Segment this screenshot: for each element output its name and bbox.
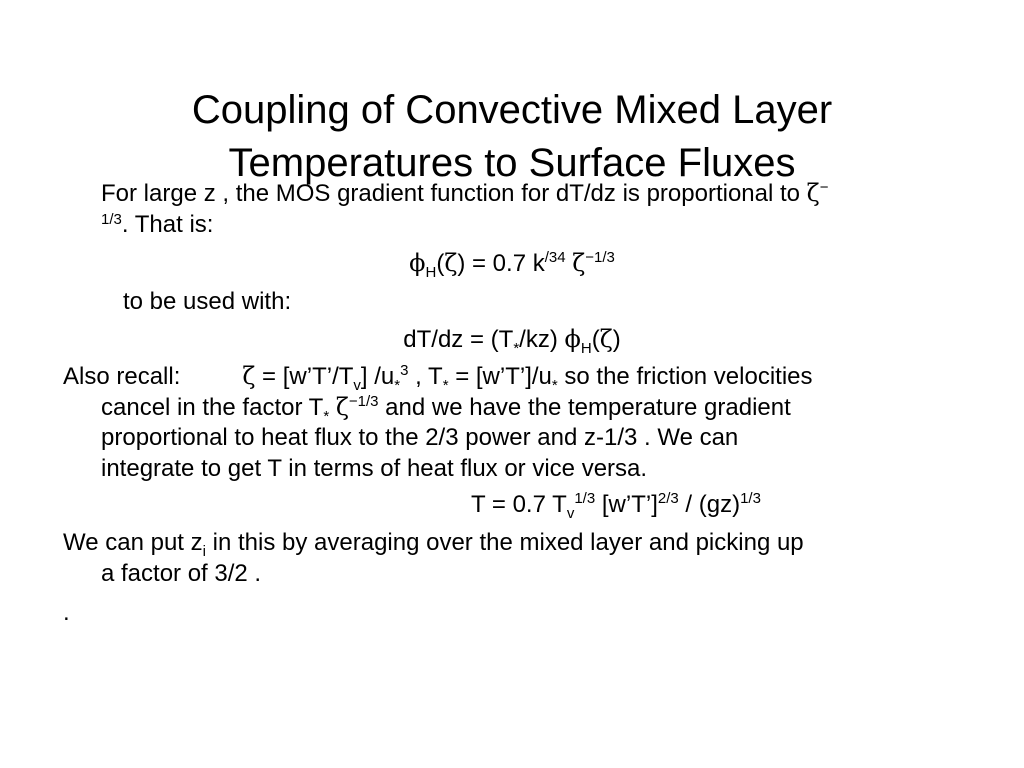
paragraph-text: in this by averaging over the mixed layer and picking up <box>205 529 804 556</box>
exponent-zeta: −1/3 <box>585 249 615 266</box>
equation-text: ( <box>591 326 600 353</box>
exponent-three: 3 <box>400 362 409 379</box>
equation-text: [w’T’] <box>595 491 658 518</box>
paragraph-text: We can put z <box>63 529 203 556</box>
zeta-symbol: ζ <box>599 325 613 353</box>
subscript-star: * <box>442 376 449 394</box>
paragraph-text: For large z , the MOS gradient function for dT/dz is proportional to <box>101 180 807 207</box>
zeta-symbol: ζ <box>444 249 458 277</box>
paragraph-text: . That is: <box>121 211 214 238</box>
exponent-one-third: 1/3 <box>101 211 122 228</box>
phi-symbol: ϕ <box>409 249 426 277</box>
zeta-symbol: ζ <box>806 179 820 207</box>
equation-dt-dz <box>0 324 1024 355</box>
paragraph-mixed-layer-line-2: a factor of 3/2 . <box>101 560 262 587</box>
subscript-star: * <box>551 376 558 394</box>
equation-text: dT/dz = (T <box>403 326 514 353</box>
paragraph-text: ] /u <box>360 363 395 390</box>
equation-phi-h <box>0 248 1024 279</box>
exponent-two-thirds: 2/3 <box>657 490 679 507</box>
subscript-h: H <box>425 263 437 281</box>
exponent-minus: − <box>819 179 829 196</box>
paragraph-text: so the friction velocities <box>557 363 813 390</box>
paragraph-text: = [w’T’]/u <box>448 363 552 390</box>
paragraph-trailing-dot: . <box>63 599 70 626</box>
subscript-v: v <box>353 376 361 394</box>
paragraph-also-recall-line-2 <box>101 392 791 423</box>
zeta-symbol: ζ <box>335 393 349 421</box>
equation-text: T = 0.7 T <box>471 491 567 518</box>
equation-text: ) <box>612 326 621 353</box>
equation-temperature <box>471 490 761 520</box>
equation-text: ) = 0.7 k <box>457 250 545 277</box>
exponent-one-third: 1/3 <box>740 490 761 507</box>
equation-text: ( <box>436 250 445 277</box>
paragraph-text: cancel in the factor T <box>101 394 324 421</box>
subscript-star: * <box>394 376 401 394</box>
subscript-h: H <box>580 339 592 357</box>
equation-text: /kz) <box>519 326 565 353</box>
zeta-symbol: ζ <box>572 249 586 277</box>
paragraph-to-be-used: to be used with: <box>123 288 292 315</box>
subscript-v: v <box>566 504 575 522</box>
slide-title-line-2: Temperatures to Surface Fluxes <box>228 141 796 185</box>
slide-title <box>0 84 1024 190</box>
exponent-k: /34 <box>544 249 566 266</box>
paragraph-also-recall-line-4: integrate to get T in terms of heat flux or vice versa. <box>101 455 648 482</box>
exponent-zeta: −1/3 <box>348 393 379 410</box>
equation-text: / (gz) <box>678 491 741 518</box>
paragraph-also-recall-line-3: proportional to heat flux to the 2/3 power and z-1/3 . We can <box>101 424 739 451</box>
paragraph-mixed-layer <box>63 528 804 558</box>
paragraph-text: , T <box>408 363 443 390</box>
paragraph-also-recall <box>63 361 813 392</box>
zeta-symbol: ζ <box>242 362 256 390</box>
paragraph-mos-gradient <box>101 178 828 209</box>
paragraph-mos-gradient-continued <box>101 210 213 243</box>
also-recall-label: Also recall: <box>63 363 181 390</box>
phi-symbol: ϕ <box>564 325 581 353</box>
slide-title-line-1: Coupling of Convective Mixed Layer <box>191 88 833 132</box>
subscript-star: * <box>513 339 520 357</box>
exponent-one-third: 1/3 <box>574 490 596 507</box>
subscript-star: * <box>323 407 330 425</box>
paragraph-text: and we have the temperature gradient <box>378 394 791 421</box>
subscript-i: i <box>202 542 206 560</box>
paragraph-text: = [w’T’/T <box>255 363 354 390</box>
